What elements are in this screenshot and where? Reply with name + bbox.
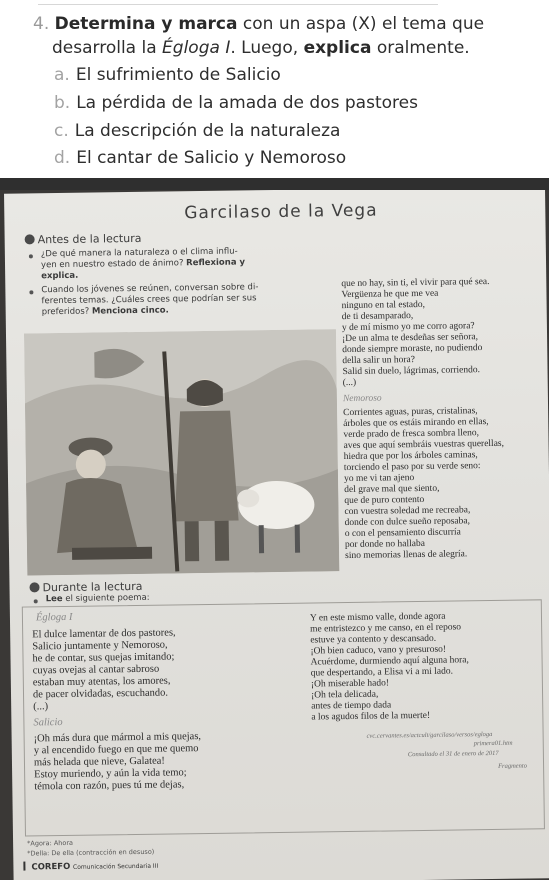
poem-line: que de puro contento: [344, 494, 425, 507]
consulted-date: Consultado el 31 de enero de 2017: [407, 749, 499, 759]
source-url: cvc.cervantes.es/actcult/garcilaso/versos/egloga: [366, 731, 493, 740]
option-c[interactable]: [54, 121, 340, 141]
poem-line: Salicio juntamente y Nemoroso,: [32, 639, 168, 653]
instruction-text-2c: oralmente.: [371, 38, 470, 58]
question-line-1: [33, 14, 484, 34]
q1-line-3: explica.: [41, 270, 79, 282]
bullet-icon: [34, 599, 38, 603]
poem-line: ¡De un alma te desdeñas ser señora,: [342, 332, 479, 345]
poem-line: árboles que os estáis mirando en ellas,: [343, 417, 489, 430]
poem-line: de pacer olvidadas, escuchando.: [32, 687, 169, 701]
shepherd-legs: [72, 547, 152, 560]
poem-line: (...): [33, 701, 49, 713]
section-number-icon: [25, 234, 35, 244]
option-text: El sufrimiento de Salicio: [75, 65, 281, 85]
speaker-nemoroso: Nemoroso: [342, 393, 382, 405]
q2-bold: Menciona cinco.: [91, 305, 169, 317]
book-photo: [0, 190, 549, 880]
poem-line: con vuestra soledad me recreaba,: [344, 505, 471, 518]
poem-line: sino memorias llenas de alegría.: [345, 549, 468, 562]
option-a[interactable]: [54, 65, 281, 85]
poem-line: hiedra que por los árboles caminas,: [343, 450, 478, 463]
option-text: El cantar de Salicio y Nemoroso: [76, 148, 347, 168]
poem-line: y de mí mismo yo me corro agora?: [341, 321, 475, 334]
poem-line: he de contar, sus quejas imitando;: [32, 651, 175, 665]
poem-line: ¡Oh miserable hado!: [310, 678, 390, 690]
poem-line: del grave mal que siento,: [344, 483, 440, 496]
instruction-bold: Lee: [45, 593, 63, 605]
poem-line: ninguno en tal estado,: [341, 299, 426, 312]
poem-line: ¡Oh tela delicada,: [310, 689, 379, 701]
shepherds-illustration: [24, 329, 339, 575]
q1-line-2: [41, 257, 245, 270]
sheep-leg: [259, 525, 264, 553]
q2-line-2: ferentes temas. ¿Cuáles crees que podrían ser sus: [41, 293, 257, 307]
poem-line: yo me vi tan ajeno: [343, 473, 415, 485]
option-letter: a.: [54, 65, 70, 85]
poem-line: por donde no hallaba: [344, 538, 425, 551]
instruction-bold: Determina y marca: [54, 14, 238, 34]
poem-line: Salid sin duelo, lágrimas, corriendo.: [342, 365, 481, 378]
poem-line: Y en este mismo valle, donde agora: [309, 611, 446, 624]
poem-line: que despertando, a Elisa vi a mi lado.: [310, 666, 454, 679]
footnote-della: *Della: De ella (contracción en desuso): [27, 847, 155, 858]
poet-title: Garcilaso de la Vega: [184, 200, 378, 224]
footer-text: Comunicación Secundaria III: [72, 862, 159, 871]
poem-line: Vergüenza he que me vea: [341, 288, 439, 301]
option-text: La pérdida de la amada de dos pastores: [76, 93, 418, 113]
poem-line: Acuérdome, durmiendo aquí alguna hora,: [310, 655, 469, 668]
option-letter: b.: [54, 93, 71, 113]
footnote-agora: *Agora: Ahora: [27, 838, 74, 848]
option-letter: c.: [54, 121, 69, 141]
option-d[interactable]: [54, 148, 346, 168]
shepherd2-leg-left: [185, 521, 200, 561]
section-divider: [0, 178, 549, 190]
poem-line: de ti desamparado,: [341, 311, 414, 323]
question-line-2: [52, 38, 470, 58]
worksheet-area: [0, 0, 549, 178]
poem-title: Égloga I: [35, 611, 73, 624]
option-letter: d.: [54, 148, 71, 168]
q2-text: preferidos?: [41, 306, 92, 318]
speaker-salicio: Salicio: [33, 717, 63, 729]
poem-line: témola con razón, pues tú me dejas,: [34, 779, 185, 793]
shepherd2-leg-right: [215, 521, 230, 561]
q1-bold: Reflexiona y: [186, 257, 246, 269]
poem-line: della salir un hora?: [342, 355, 416, 367]
q2-line-1: Cuando los jóvenes se reúnen, conversan sobre di-: [41, 282, 259, 296]
poem-line: aves que aquí sembráis vuestras querellas,: [343, 438, 505, 452]
top-rule: [38, 4, 438, 5]
poem-line: El dulce lamentar de dos pastores,: [32, 627, 176, 641]
before-reading-heading: [25, 232, 142, 247]
bullet-icon: [29, 290, 33, 294]
poem-line: antes de tiempo dada: [311, 700, 392, 712]
poem-line: torciendo el paso por su verde seno:: [343, 461, 481, 474]
poem-line: donde siempre moraste, no pudiendo: [342, 343, 483, 356]
poem-line: y al encendido fuego en que me quemo: [33, 743, 199, 757]
instruction-bold-2: explica: [303, 38, 372, 58]
book-page: [4, 190, 549, 880]
instruction-text-2a: desarrolla la: [52, 38, 163, 58]
poem-line: que no hay, sin ti, el vivir para qué sea.: [341, 277, 490, 290]
section-number-icon: [29, 582, 39, 592]
option-b[interactable]: [54, 93, 418, 113]
poem-line: estuve ya contento y descansado.: [310, 633, 437, 646]
sheep-leg: [295, 525, 300, 553]
before-reading-label: Antes de la lectura: [37, 231, 142, 247]
poem-line: más helada que nieve, Galatea!: [33, 755, 165, 769]
instruction-text-2b: . Luego,: [230, 38, 304, 58]
poem-line: Corrientes aguas, puras, cristalinas,: [343, 406, 478, 419]
q2-line-3: [42, 305, 169, 317]
shepherd2-tunic: [173, 411, 239, 522]
footer-bar: [23, 862, 25, 871]
poem-line: o con el pensamiento discurría: [344, 527, 461, 540]
poem-line: verde prado de fresca sombra lleno,: [343, 428, 480, 441]
instruction-rest: el siguiente poema:: [62, 592, 150, 604]
during-reading-label: Durante la lectura: [42, 579, 143, 595]
q1-text: yen en nuestro estado de ánimo?: [40, 258, 187, 271]
bullet-icon: [29, 254, 33, 258]
poem-line: donde con dulce sueño reposaba,: [344, 516, 471, 529]
poem-line: a los agudos filos de la muerte!: [311, 710, 431, 723]
question-number: 4.: [33, 14, 50, 34]
q1-line-1: ¿De qué manera la naturaleza o el clima influ-: [40, 246, 238, 260]
poem-line: Estoy muriendo, y aún la vida temo;: [34, 767, 187, 781]
work-title: Égloga I: [162, 38, 231, 58]
poem-line: (...): [342, 377, 357, 389]
fragment-label: Fragmento: [498, 762, 528, 770]
poem-line: me entristezco y me canso, en el reposo: [310, 622, 462, 635]
poem-line: estaban muy atentas, los amores,: [32, 675, 171, 689]
poem-line: ¡Oh más dura que mármol a mis quejas,: [33, 731, 202, 745]
source-url-end: primera01.htm: [473, 739, 513, 748]
footer: [23, 860, 158, 873]
poem-line: cuyas ovejas al cantar sabroso: [32, 663, 160, 677]
footer-brand: COREFO: [31, 861, 71, 873]
option-text: La descripción de la naturaleza: [74, 121, 341, 141]
poem-line: ¡Oh bien caduco, vano y presuroso!: [310, 644, 447, 657]
during-reading-instruction: [46, 593, 150, 604]
instruction-text: con un aspa (X) el tema que: [237, 14, 485, 34]
